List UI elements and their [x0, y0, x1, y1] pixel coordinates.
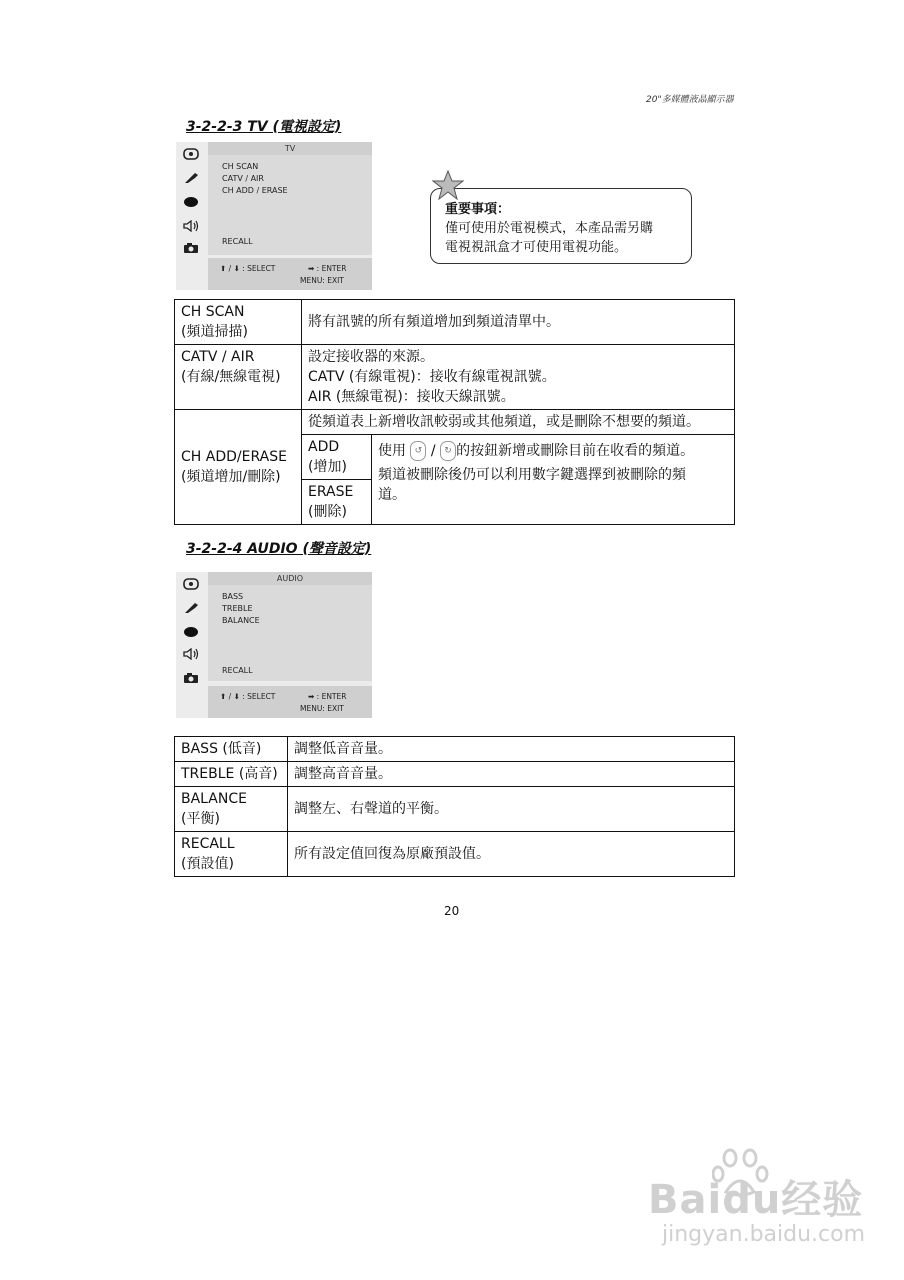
- speaker-icon: [183, 220, 199, 232]
- tv-menu-item-ch-add-erase[interactable]: CH ADD / ERASE: [222, 186, 288, 195]
- watermark-brand: Baidu经验: [648, 1177, 864, 1223]
- audio-menu-footer: [208, 686, 372, 718]
- note-line-1: 僅可使用於電視模式，本產品需另購: [445, 221, 654, 236]
- audio-menu-item-recall[interactable]: RECALL: [222, 666, 253, 675]
- row-label-recall: RECALL (預設值): [175, 832, 288, 877]
- footer-exit: MENU: EXIT: [300, 704, 344, 713]
- audio-menu-item-treble[interactable]: TREBLE: [222, 604, 253, 613]
- row-label-balance: BALANCE (平衡): [175, 787, 288, 832]
- table-row: [175, 410, 735, 435]
- wrench-icon: [183, 602, 199, 614]
- row-desc-catv-air: 設定接收器的來源。 CATV (有線電視)：接收有線電視訊號。 AIR (無線電視)：接收天線訊號。: [302, 345, 735, 410]
- table-row: [175, 832, 735, 877]
- audio-menu-item-balance[interactable]: BALANCE: [222, 616, 260, 625]
- tv-menu-item-catv-air[interactable]: CATV / AIR: [222, 174, 264, 183]
- menu-side-icons: [176, 142, 206, 290]
- channel-down-button-icon: ↻: [440, 441, 456, 461]
- audio-menu-screenshot: [176, 572, 372, 718]
- row-label-treble: TREBLE (高音): [175, 762, 288, 787]
- table-row: [175, 345, 735, 410]
- footer-select: ⬆ / ⬇ : SELECT: [220, 264, 276, 273]
- camera-icon: [183, 672, 199, 684]
- table-row: [175, 787, 735, 832]
- table-row: [175, 762, 735, 787]
- tv-menu-item-recall[interactable]: RECALL: [222, 237, 253, 246]
- row-label-bass: BASS (低音): [175, 737, 288, 762]
- camera-icon: [183, 242, 199, 254]
- row-desc-treble: 調整高音音量。: [288, 762, 735, 787]
- tv-icon: [183, 626, 199, 638]
- table-row: [175, 737, 735, 762]
- watermark-url: jingyan.baidu.com: [662, 1222, 866, 1247]
- channel-up-button-icon: ↺: [410, 441, 426, 461]
- row-desc-balance: 調整左、右聲道的平衡。: [288, 787, 735, 832]
- tv-icon: [183, 196, 199, 208]
- tv-section-title: 3-2-2-3 TV (電視設定): [186, 119, 342, 135]
- tv-menu-footer: [208, 258, 372, 290]
- tv-menu-header: TV: [208, 142, 372, 155]
- important-note-box: [430, 188, 692, 264]
- note-title: 重要事項：: [445, 202, 511, 217]
- row-label-ch-scan: CH SCAN (頻道掃描): [175, 300, 302, 345]
- picture-icon: [183, 148, 199, 160]
- footer-exit: MENU: EXIT: [300, 276, 344, 285]
- row-desc-ch-scan: 將有訊號的所有頻道增加到頻道清單中。: [302, 300, 735, 345]
- row-desc-bass: 調整低音音量。: [288, 737, 735, 762]
- audio-menu-header: AUDIO: [208, 572, 372, 585]
- audio-settings-table: [174, 736, 735, 877]
- wrench-icon: [183, 172, 199, 184]
- picture-icon: [183, 578, 199, 590]
- note-line-2: 電視視訊盒才可使用電視功能。: [445, 240, 628, 255]
- star-icon: [432, 170, 464, 200]
- audio-menu-item-bass[interactable]: BASS: [222, 592, 244, 601]
- row-desc-recall: 所有設定值回復為原廠預設值。: [288, 832, 735, 877]
- audio-section-title: 3-2-2-4 AUDIO (聲音設定): [186, 541, 372, 557]
- row-label-ch-add-erase: CH ADD/ERASE (頻道增加/刪除): [175, 410, 302, 525]
- speaker-icon: [183, 648, 199, 660]
- document-header-note: 20"多媒體液晶顯示器: [646, 95, 734, 105]
- footer-enter: ➡ : ENTER: [308, 264, 347, 273]
- footer-enter: ➡ : ENTER: [308, 692, 347, 701]
- sub-label-add: ADD (增加): [302, 435, 372, 480]
- add-erase-desc: 使用 ↺ / ↻ 的按鈕新增或刪除目前在收看的頻道。 頻道被刪除後仍可以利用數字鍵選擇到被刪除的頻 道。: [372, 435, 735, 525]
- table-row: [175, 300, 735, 345]
- tv-menu-screenshot: [176, 142, 372, 290]
- page-number: 20: [444, 904, 460, 918]
- row-label-catv-air: CATV / AIR (有線/無線電視): [175, 345, 302, 410]
- tv-settings-table: [174, 299, 735, 525]
- sub-label-erase: ERASE (刪除): [302, 480, 372, 525]
- footer-select: ⬆ / ⬇ : SELECT: [220, 692, 276, 701]
- menu-side-icons: [176, 572, 206, 718]
- tv-menu-item-ch-scan[interactable]: CH SCAN: [222, 162, 259, 171]
- row-desc-ch-add-erase: 從頻道表上新增收訊較弱或其他頻道，或是刪除不想要的頻道。: [302, 410, 735, 435]
